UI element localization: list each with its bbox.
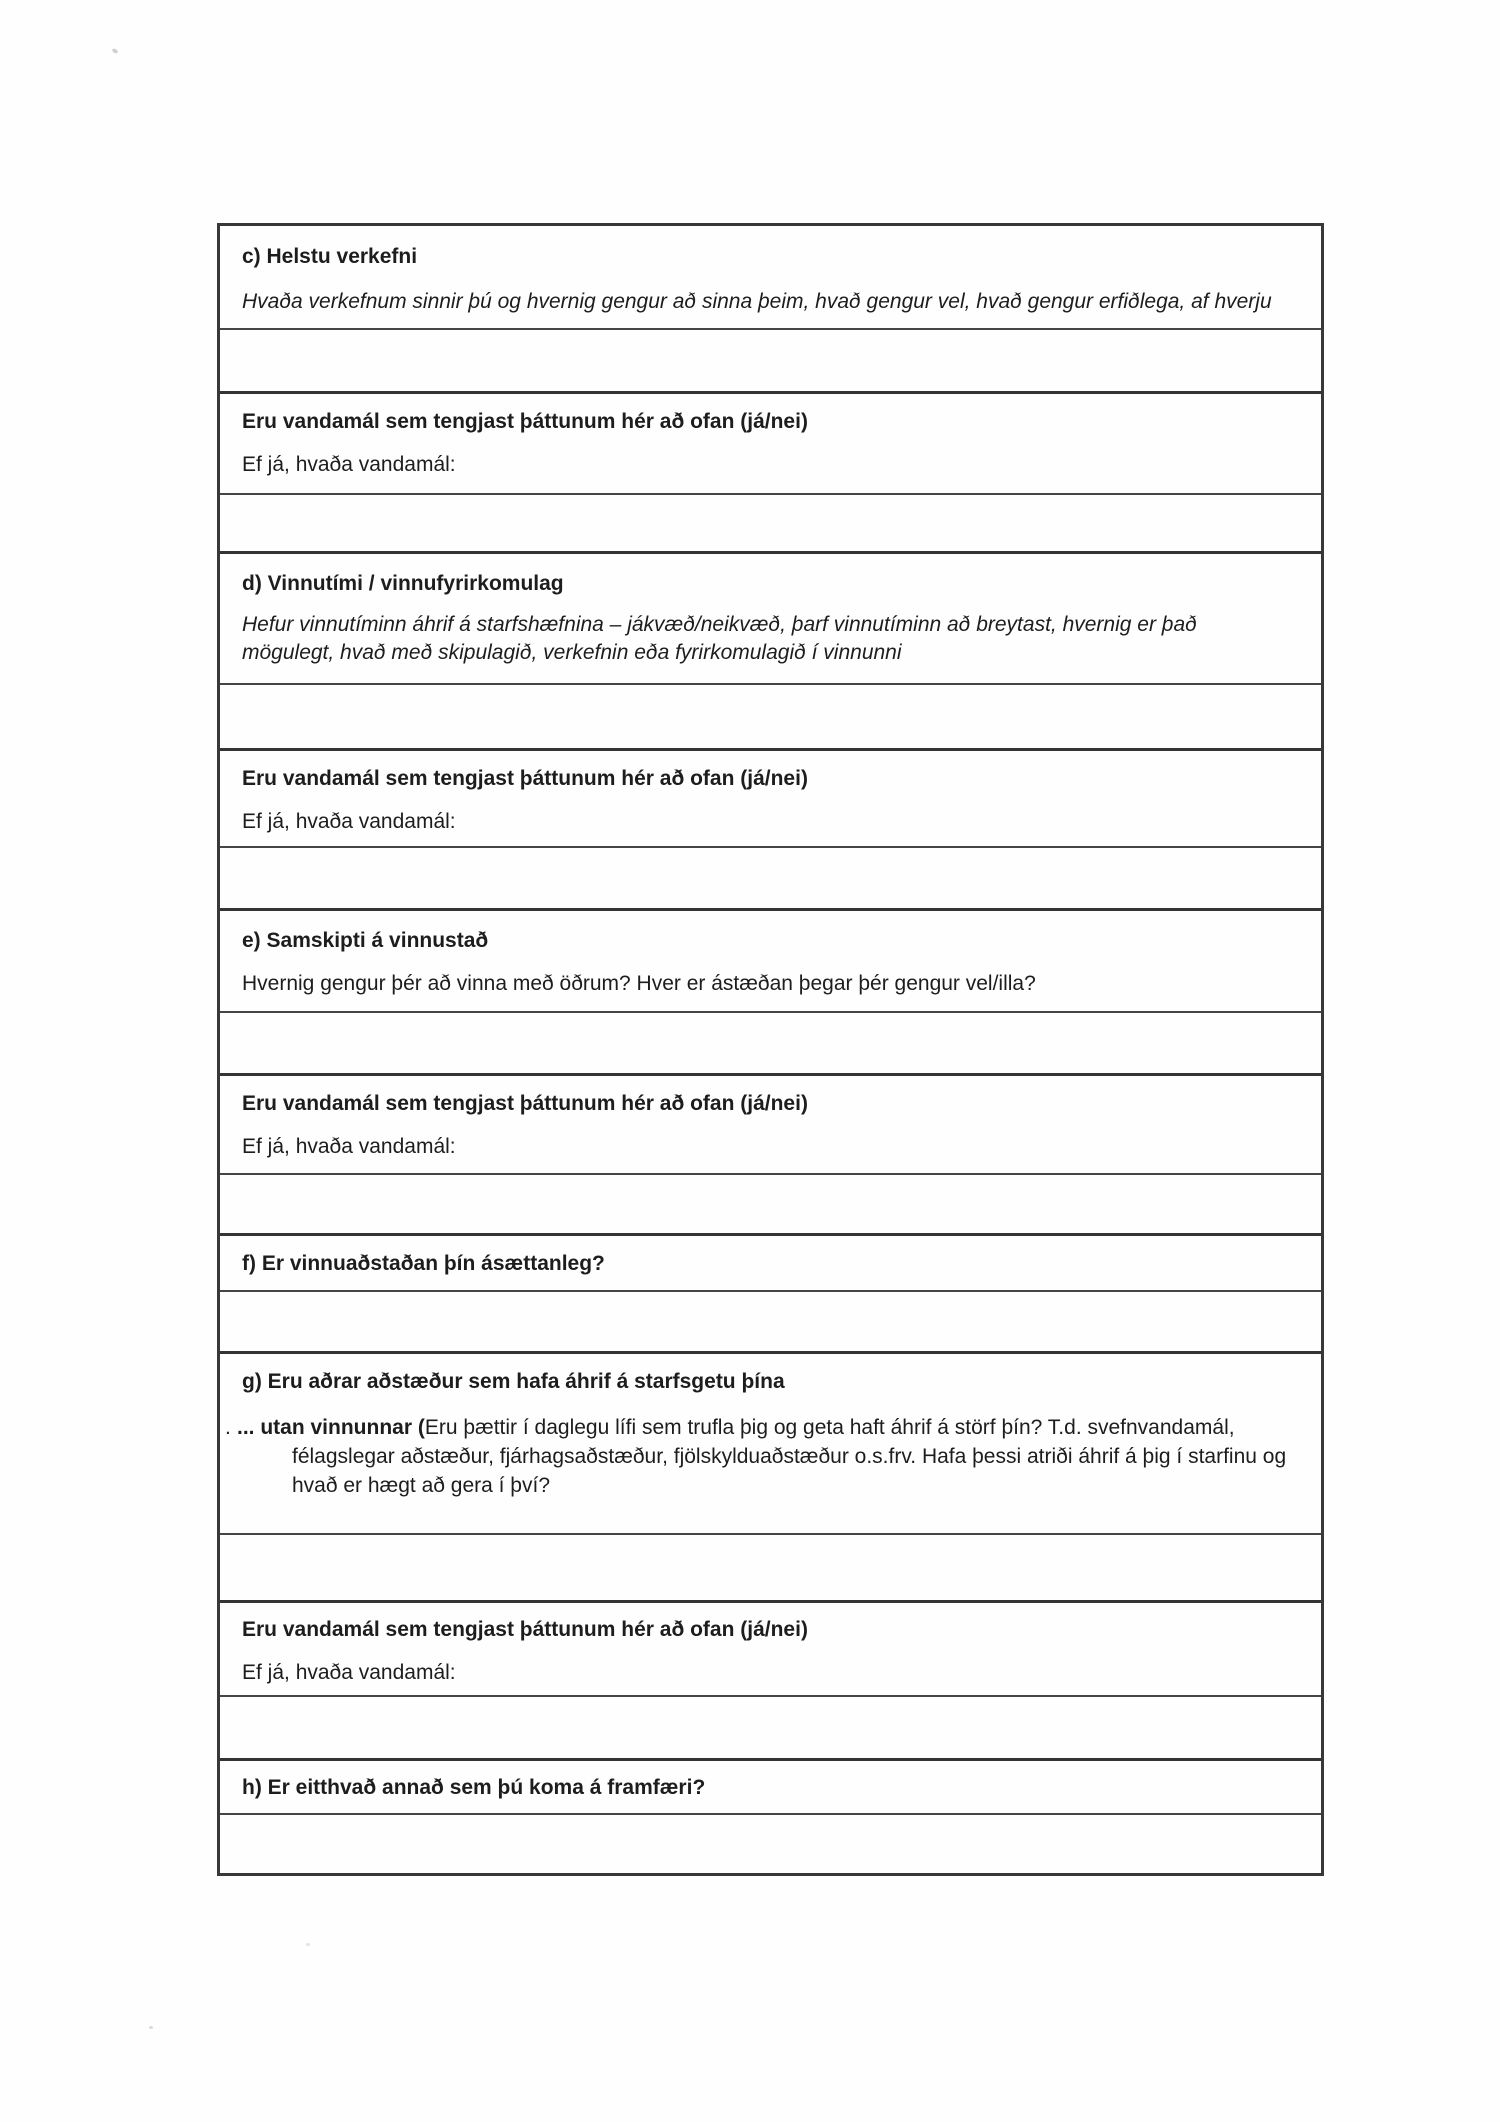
problems-answer-box [220,846,1321,908]
section-h-heading: h) Er eitthvað annað sem þú koma á framfæri? [242,1776,706,1799]
scan-artifact [306,1943,310,1946]
section-c-heading: c) Helstu verkefni [242,245,418,268]
section-f-heading: f) Er vinnuaðstaðan þín ásættanleg? [242,1252,605,1275]
section-f-answer-box [220,1290,1321,1351]
problems-question: Eru vandamál sem tengjast þáttunum hér að ofan (já/nei) [242,410,808,433]
scan-artifact [111,48,118,55]
section-g-bullet-text: Eru þættir í daglegu lífi sem trufla þig og geta haft áhrif á störf þín? T.d. svefnvandamál, félagslegar aðstæður, fjárhagsaðstæður, fjölskylduaðstæður o.s.frv. Hafa þessi atriði áhrif á þig í starfinu og hvað er hægt að gera í því? [292,1416,1287,1497]
section-c-description: Hvaða verkefnum sinnir þú og hvernig gengur að sinna þeim, hvað gengur vel, hvað gengur erfiðlega, af hverju [242,290,1272,313]
section-g-bullet-paragraph [237,1413,1299,1500]
section-c-answer-box [220,328,1321,391]
section-h-answer-box [220,1813,1321,1873]
problems-question-row [220,391,1321,493]
problems-question-row [220,1600,1321,1695]
section-g-bullet-lead: ... utan vinnunnar ( [237,1416,425,1439]
section-g-bullet-item [225,1413,1299,1500]
section-d-answer-box [220,683,1321,748]
scan-artifact [149,2026,153,2029]
problems-question: Eru vandamál sem tengjast þáttunum hér að ofan (já/nei) [242,767,808,790]
section-f-header-row [220,1233,1321,1290]
problems-question: Eru vandamál sem tengjast þáttunum hér að ofan (já/nei) [242,1092,808,1115]
section-d-header-row [220,551,1321,683]
problems-followup: Ef já, hvaða vandamál: [242,1135,456,1158]
problems-answer-box [220,493,1321,551]
problems-followup: Ef já, hvaða vandamál: [242,1661,456,1684]
section-d-heading: d) Vinnutími / vinnufyrirkomulag [242,572,564,595]
problems-answer-box [220,1173,1321,1233]
problems-question: Eru vandamál sem tengjast þáttunum hér að ofan (já/nei) [242,1618,808,1641]
section-g-heading: g) Eru aðrar aðstæður sem hafa áhrif á starfsgetu þína [242,1370,785,1393]
section-e-heading: e) Samskipti á vinnustað [242,929,489,952]
problems-question-row [220,748,1321,846]
bullet-marker: . [225,1416,231,1439]
section-e-description: Hvernig gengur þér að vinna með öðrum? Hver er ástæðan þegar þér gengur vel/illa? [242,972,1036,995]
problems-question-row [220,1073,1321,1173]
section-e-header-row [220,908,1321,1011]
problems-followup: Ef já, hvaða vandamál: [242,810,456,833]
section-c-header-row [220,226,1321,328]
section-d-description: Hefur vinnutíminn áhrif á starfshæfnina – jákvæð/neikvæð, þarf vinnutíminn að breytast, hvernig er það mögulegt, hvað með skipulagið, verkefnin eða fyrirkomulagið í vinnunni [242,613,1197,664]
problems-answer-box [220,1695,1321,1758]
section-g-answer-box [220,1533,1321,1600]
section-g-header-row [220,1351,1321,1533]
problems-followup: Ef já, hvaða vandamál: [242,453,456,476]
assessment-form-table [217,223,1324,1876]
section-h-header-row [220,1758,1321,1813]
section-e-answer-box [220,1011,1321,1073]
